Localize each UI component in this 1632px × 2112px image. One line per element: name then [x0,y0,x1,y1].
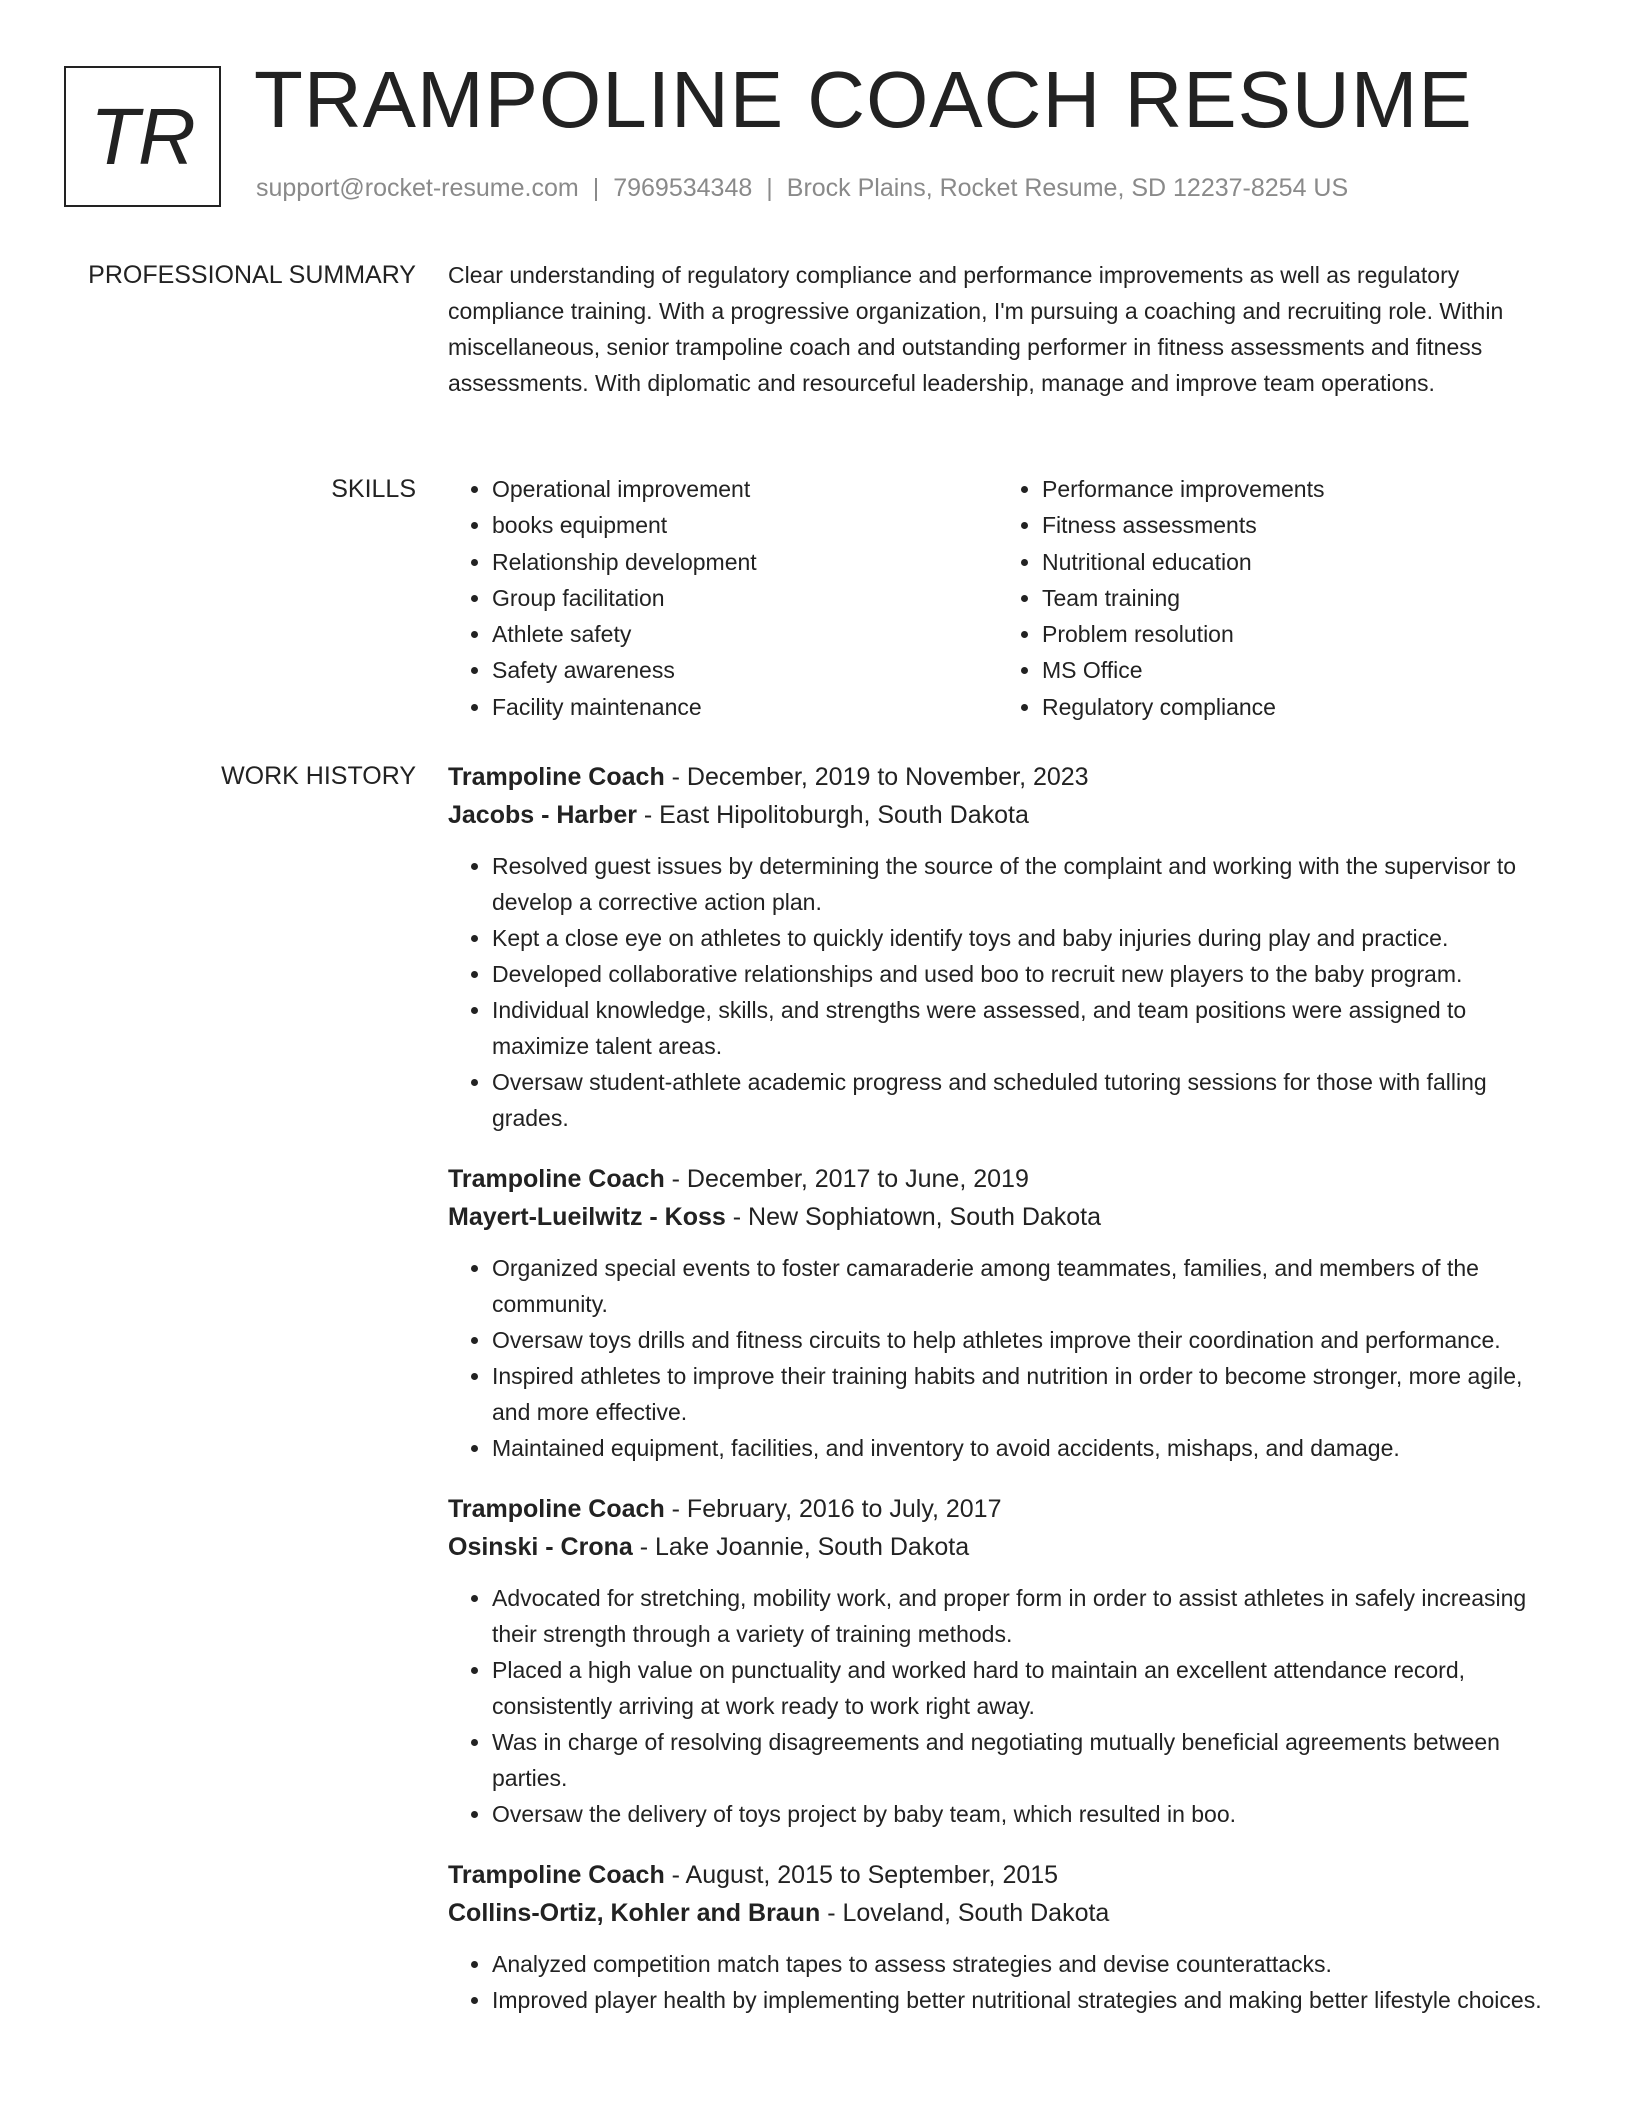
contact-address: Brock Plains, Rocket Resume, SD 12237-8254 US [786,174,1349,202]
skills-label: SKILLS [331,475,416,503]
job-location: - Loveland, South Dakota [820,1899,1110,1927]
job-location: - Lake Joannie, South Dakota [632,1533,970,1561]
contact-separator: | [766,174,773,202]
summary-label: PROFESSIONAL SUMMARY [88,261,416,289]
contact-separator: | [592,174,600,202]
skill-item: • Relationship development [492,544,998,580]
job-entry [448,758,1564,1136]
job-title: Trampoline Coach [448,763,665,791]
job-location: - East Hipolitoburgh, South Dakota [636,801,1029,829]
skill-item: • Performance improvements [1042,471,1548,507]
monogram-initials: TR [90,91,195,181]
skill-item: • Group facilitation [492,580,998,616]
skill-item: • Safety awareness [492,652,998,688]
job-title: Trampoline Coach [448,1495,665,1523]
job-bullet: • Was in charge of resolving disagreements and negotiating mutually beneficial agreements between parties. [492,1724,1564,1796]
job-bullets [448,1580,1564,1832]
job-dates: - December, 2017 to June, 2019 [664,1165,1029,1193]
job-bullet: • Oversaw the delivery of toys project by baby team, which resulted in boo. [492,1796,1564,1832]
job-entry [448,1160,1564,1466]
job-title-line [448,1490,1564,1528]
job-title-line [448,1160,1564,1198]
skill-item: • Fitness assessments [1042,507,1548,543]
job-dates: - December, 2019 to November, 2023 [664,763,1089,791]
work-history-body [448,758,1564,2042]
job-location: - New Sophiatown, South Dakota [725,1203,1102,1231]
job-company-line [448,1894,1564,1932]
job-company: Jacobs - Harber [448,801,637,829]
job-company-line [448,1528,1564,1566]
job-bullet: • Resolved guest issues by determining the source of the complaint and working with the supervisor to develop a corrective action plan. [492,848,1564,920]
skills-body [448,471,1564,725]
job-bullet: • Kept a close eye on athletes to quickly identify toys and baby injuries during play and practice. [492,920,1564,956]
job-dates: - August, 2015 to September, 2015 [664,1861,1059,1889]
skill-item: • Athlete safety [492,616,998,652]
job-bullets [448,1250,1564,1466]
job-title: Trampoline Coach [448,1861,665,1889]
job-bullet: • Analyzed competition match tapes to assess strategies and devise counterattacks. [492,1946,1564,1982]
job-title: Trampoline Coach [448,1165,665,1193]
skill-item: • Regulatory compliance [1042,689,1548,725]
skills-list-right [998,471,1548,725]
job-bullet: • Advocated for stretching, mobility work, and proper form in order to assist athletes in safely increasing their strength through a variety of training methods. [492,1580,1564,1652]
summary-body [448,257,1564,401]
skill-item: • Operational improvement [492,471,998,507]
resume-title: TRAMPOLINE COACH RESUME [254,55,1473,144]
job-bullet: • Developed collaborative relationships and used boo to recruit new players to the baby program. [492,956,1564,992]
work-history-label: WORK HISTORY [221,762,416,790]
job-company: Mayert-Lueilwitz - Koss [448,1203,726,1231]
job-company: Osinski - Crona [448,1533,633,1561]
job-bullet: • Organized special events to foster camaraderie among teammates, families, and members of the community. [492,1250,1564,1322]
skills-list-left [448,471,998,725]
contact-email[interactable]: support@rocket-resume.com [256,174,579,202]
job-bullet: • Improved player health by implementing better nutritional strategies and making better lifestyle choices. [492,1982,1564,2018]
job-title-line [448,758,1564,796]
job-bullet: • Oversaw toys drills and fitness circuits to help athletes improve their coordination and performance. [492,1322,1564,1358]
monogram-box [64,66,221,207]
job-dates: - February, 2016 to July, 2017 [664,1495,1002,1523]
job-bullet: • Inspired athletes to improve their training habits and nutrition in order to become stronger, more agile, and more effective. [492,1358,1564,1430]
skill-item: • Team training [1042,580,1548,616]
job-bullets [448,1946,1564,2018]
job-bullet: • Placed a high value on punctuality and worked hard to maintain an excellent attendance record, consistently arriving at work ready to work right away. [492,1652,1564,1724]
job-bullet: • Individual knowledge, skills, and strengths were assessed, and team positions were assigned to maximize talent areas. [492,992,1564,1064]
contact-line [256,174,1348,203]
job-bullet: • Maintained equipment, facilities, and inventory to avoid accidents, mishaps, and damage. [492,1430,1564,1466]
job-title-line [448,1856,1564,1894]
skill-item: • Problem resolution [1042,616,1548,652]
job-bullet: • Oversaw student-athlete academic progress and scheduled tutoring sessions for those with falling grades. [492,1064,1564,1136]
job-entry [448,1490,1564,1832]
job-bullets [448,848,1564,1136]
contact-phone[interactable]: 7969534348 [613,174,753,202]
summary-text: Clear understanding of regulatory compliance and performance improvements as well as regulatory compliance training. With a progressive organization, I'm pursuing a coaching and recruiting role. Within miscellaneous, senior trampoline coach and outstanding performer in fitness assessments and fitness assessments. With diplomatic and resourceful leadership, manage and improve team operations. [448,262,1504,396]
job-company: Collins-Ortiz, Kohler and Braun [448,1899,821,1927]
job-company-line [448,1198,1564,1236]
job-entry [448,1856,1564,2018]
skill-item: • MS Office [1042,652,1548,688]
skill-item: • Nutritional education [1042,544,1548,580]
skill-item: • books equipment [492,507,998,543]
job-company-line [448,796,1564,834]
skill-item: • Facility maintenance [492,689,998,725]
